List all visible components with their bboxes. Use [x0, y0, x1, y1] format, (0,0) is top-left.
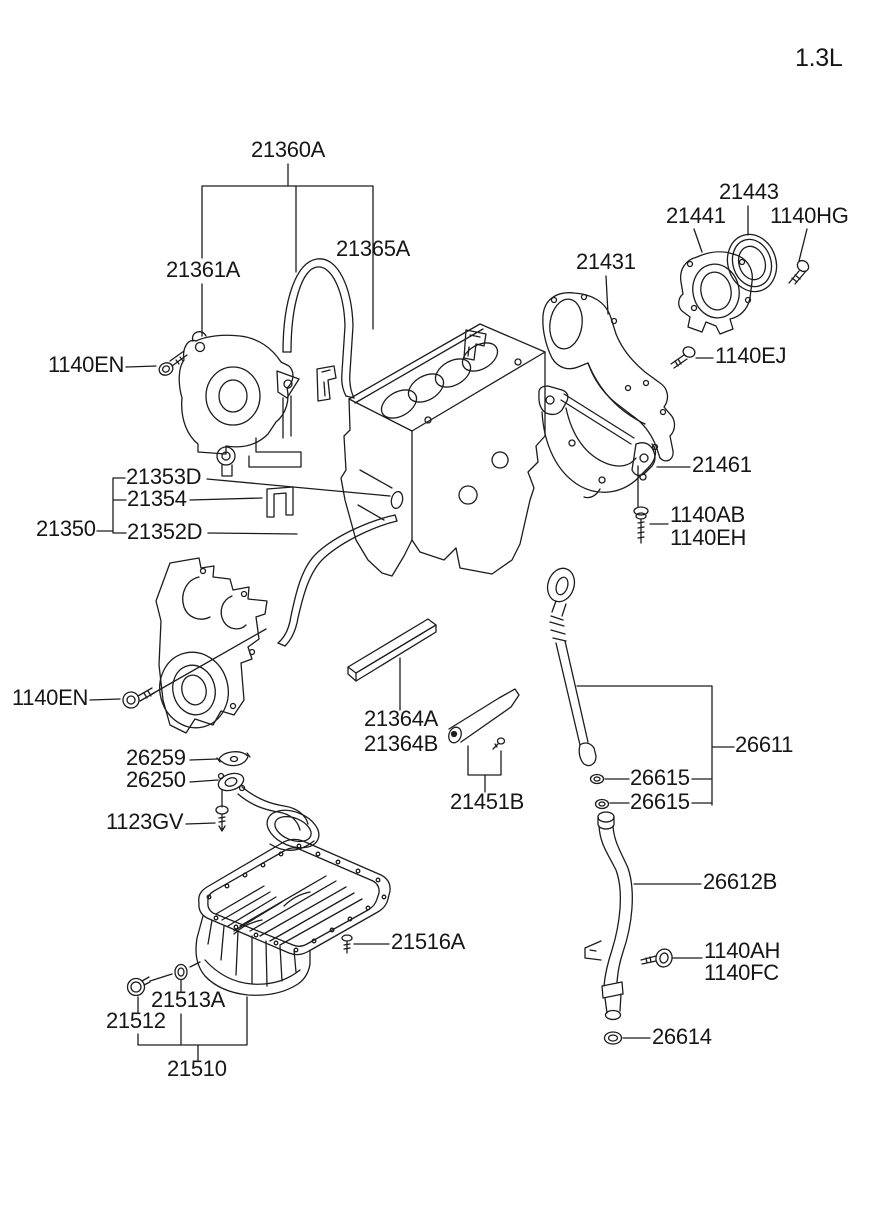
- part-label-bolt-1140ab: 1140AB: [670, 502, 745, 527]
- part-label-front-case-gasket: 21352D: [127, 519, 203, 544]
- part-label-oring-lower: 26615: [630, 789, 690, 814]
- belt-seal-left: [317, 366, 336, 401]
- part-label-guide-tube: 26612B: [703, 869, 778, 894]
- leader-lines: [90, 164, 807, 1060]
- part-label-screen-gasket: 26259: [126, 745, 186, 770]
- part-label-tube-oring: 26614: [652, 1024, 712, 1049]
- part-label-side-gasket-b: 21364B: [364, 731, 439, 756]
- part-label-rear-plate-upper: 21431: [576, 249, 636, 274]
- part-label-oil-screen: 26250: [126, 767, 186, 792]
- cover-seal-plug-drawing: [390, 491, 404, 510]
- part-label-drain-plug: 21512: [106, 1008, 166, 1033]
- part-label-pan-bolt: 21516A: [391, 929, 466, 954]
- part-label-cover-seal-plug: 21353D: [126, 464, 202, 489]
- part-label-bolt-1140eh: 1140EH: [670, 525, 747, 550]
- part-label-seal-retainer: 21441: [666, 203, 726, 228]
- engine-displacement-label: 1.3L: [795, 44, 843, 72]
- part-label-bolt-1140en-upper: 1140EN: [48, 352, 125, 377]
- front-case-gasket-drawing: [278, 515, 397, 646]
- part-label-belt-guide-clamp: 21354: [127, 486, 187, 511]
- seal-ring-drawing: [720, 228, 784, 298]
- part-label-oring-upper: 26615: [630, 765, 690, 790]
- part-label-bolt-1140fc: 1140FC: [704, 960, 779, 985]
- side-gasket-bar-drawing: [348, 619, 436, 681]
- part-label-oil-pan: 21510: [167, 1056, 227, 1081]
- belt-guide-clamp-drawing: [267, 487, 293, 517]
- engine-block-drawing: [341, 324, 545, 576]
- part-label-bolt-1140ah: 1140AH: [704, 938, 781, 963]
- part-label-drain-gasket: 21513A: [151, 987, 226, 1012]
- part-label-bolt-1140en-lower: 1140EN: [12, 685, 89, 710]
- oil-jet-drawing: [447, 689, 519, 749]
- seal-retainer-drawing: [679, 252, 753, 334]
- part-label-oil-jet: 21451B: [450, 789, 525, 814]
- part-label-belt-cover-group: 21360A: [251, 137, 326, 162]
- part-label-dipstick: 26611: [735, 732, 794, 757]
- bolt-1123gv-drawing: [216, 806, 228, 831]
- part-label-side-gasket-a: 21364A: [364, 706, 439, 731]
- lower-cover-drawing: [151, 558, 267, 736]
- dipstick-drawing: [543, 565, 596, 766]
- tube-oring-drawing: [605, 1032, 622, 1044]
- part-label-bolt-1140hg: 1140HG: [770, 203, 849, 228]
- oil-screen-drawing: [216, 770, 324, 855]
- bolt-21516a-drawing: [342, 935, 352, 953]
- part-label-upper-cover: 21361A: [166, 257, 241, 282]
- bolt-1140ab-drawing: [634, 507, 648, 543]
- drain-gasket-drawing: [175, 965, 187, 980]
- part-label-bolt-1123gv: 1123GV: [106, 809, 184, 834]
- bolt-1140ej-drawing: [671, 345, 696, 368]
- belt-seal-right: [464, 330, 486, 360]
- rear-plate-upper-drawing: [543, 293, 675, 461]
- drain-plug-drawing: [128, 977, 151, 996]
- upper-cover-drawing: [179, 332, 301, 476]
- part-label-rear-plate-lower: 21461: [692, 452, 752, 477]
- part-label-lower-cover-group: 21350: [36, 516, 96, 541]
- bolt-1140hg-drawing: [789, 258, 811, 284]
- screen-gasket-drawing: [217, 752, 250, 766]
- guide-tube-drawing: [585, 812, 632, 1020]
- oil-pan-drawing: [196, 839, 390, 995]
- part-label-bolt-1140ej: 1140EJ: [715, 343, 787, 368]
- bolt-1140ah-drawing: [641, 947, 674, 969]
- part-label-seal-ring: 21443: [719, 179, 779, 204]
- oring-upper-drawing: [591, 775, 604, 784]
- oring-lower-drawing: [596, 800, 609, 809]
- bolt-1140en-lower-drawing: [123, 688, 154, 708]
- bolt-1140en-upper-drawing: [157, 351, 187, 377]
- part-label-timing-belt: 21365A: [336, 236, 411, 261]
